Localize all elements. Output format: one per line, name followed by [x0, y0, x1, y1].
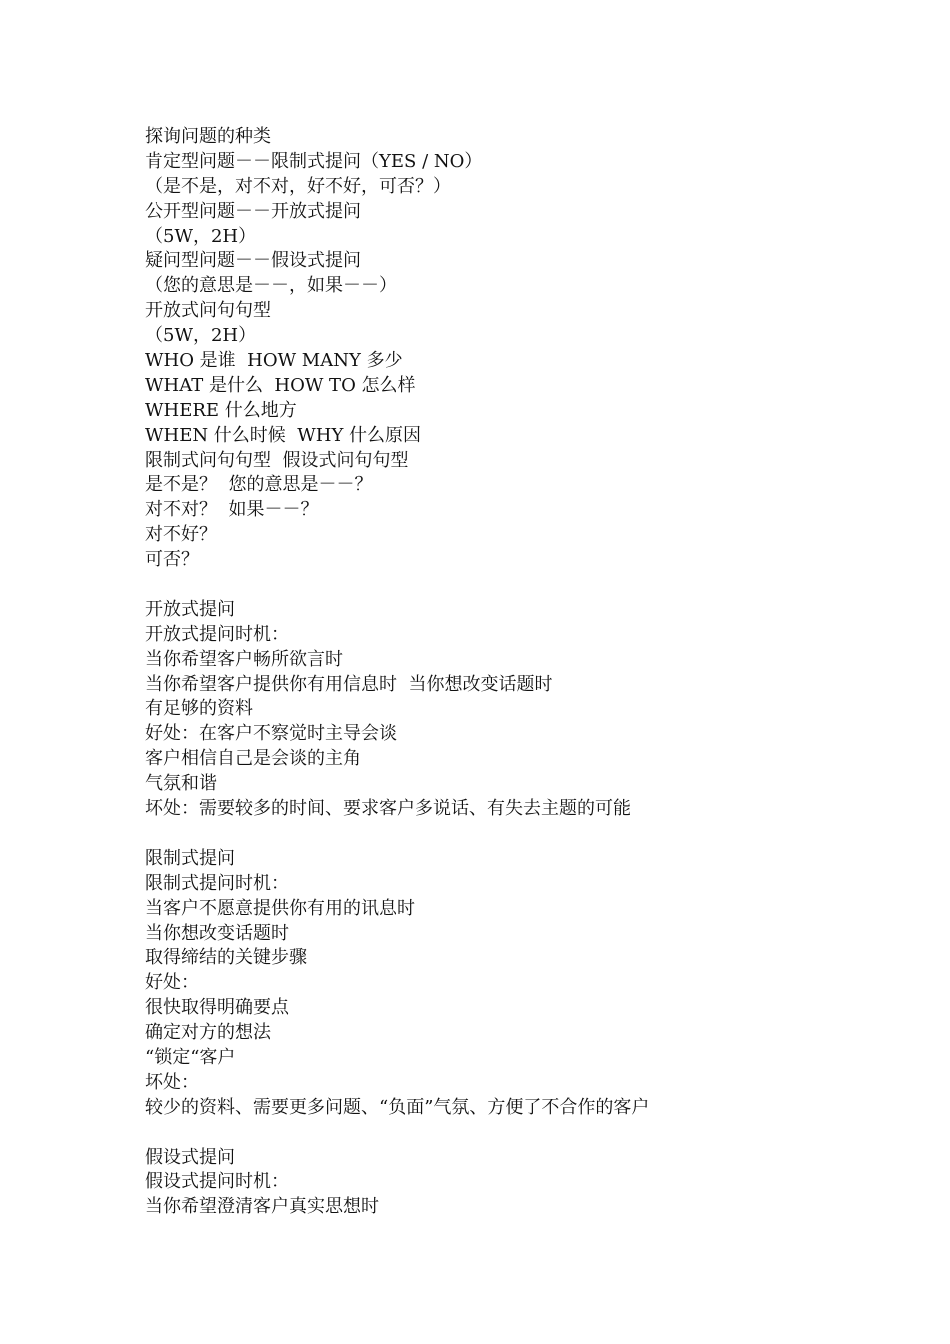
text-line: WHERE 什么地方 — [145, 399, 297, 421]
text-line: 有足够的资料 — [145, 698, 253, 720]
text-line: 可否？ — [145, 549, 199, 571]
text-line: 取得缔结的关键步骤 — [145, 947, 307, 969]
text-line: （是不是，对不对，好不好，可否？） — [145, 175, 451, 197]
text-line: WHO 是谁 HOW MANY 多少 — [145, 350, 403, 372]
section-question-types — [145, 125, 905, 573]
text-line: 当你希望客户提供你有用信息时 当你想改变话题时 — [145, 673, 553, 695]
text-line: 开放式提问时机： — [145, 623, 289, 645]
section-title: 限制式提问 — [145, 847, 235, 869]
blank-line — [145, 822, 905, 847]
document-page — [145, 125, 905, 1220]
text-line: 当你希望澄清客户真实思想时 — [145, 1196, 379, 1218]
text-line: 限制式提问时机： — [145, 872, 289, 894]
section-title: 开放式提问 — [145, 598, 235, 620]
section-title: 探询问题的种类 — [145, 126, 271, 147]
text-line: WHAT 是什么 HOW TO 怎么样 — [145, 374, 416, 396]
text-line: 当你想改变话题时 — [145, 922, 289, 944]
section-closed-questions — [145, 847, 905, 1121]
text-line: 客户相信自己是会谈的主角 — [145, 748, 361, 770]
blank-line — [145, 573, 905, 598]
text-line: 公开型问题－－开放式提问 — [145, 200, 361, 222]
text-line: 确定对方的想法 — [145, 1022, 271, 1044]
text-line: （您的意思是－－，如果－－） — [145, 275, 397, 297]
text-line: （5W，2H） — [145, 225, 257, 247]
text-line: 坏处：需要较多的时间、要求客户多说话、有失去主题的可能 — [145, 798, 631, 820]
text-line: 限制式问句句型 假设式问句句型 — [145, 449, 409, 471]
text-line: 很快取得明确要点 — [145, 997, 289, 1019]
text-line: 对不好？ — [145, 524, 217, 546]
blank-line — [145, 1121, 905, 1146]
text-line: 是不是？ 您的意思是－－？ — [145, 474, 373, 496]
text-line: 假设式提问时机： — [145, 1171, 289, 1193]
text-line: 较少的资料、需要更多问题、“负面”气氛、方便了不合作的客户 — [145, 1096, 650, 1118]
text-line: “锁定“客户 — [145, 1046, 236, 1068]
text-line: 好处：在客户不察觉时主导会谈 — [145, 723, 397, 745]
text-line: （5W，2H） — [145, 325, 257, 347]
section-open-questions — [145, 598, 905, 822]
text-line: 当客户不愿意提供你有用的讯息时 — [145, 897, 415, 919]
text-line: 开放式问句句型 — [145, 300, 271, 322]
text-line: 气氛和谐 — [145, 773, 217, 795]
text-line: WHEN 什么时候 WHY 什么原因 — [145, 424, 422, 446]
text-line: 肯定型问题－－限制式提问（YES / NO） — [145, 150, 483, 172]
section-hypothetical-questions — [145, 1146, 905, 1221]
text-line: 对不对？ 如果－－？ — [145, 499, 319, 521]
section-title: 假设式提问 — [145, 1146, 235, 1168]
text-line: 坏处： — [145, 1071, 199, 1093]
text-line: 疑问型问题－－假设式提问 — [145, 250, 361, 272]
text-line: 当你希望客户畅所欲言时 — [145, 648, 343, 670]
text-line: 好处： — [145, 972, 199, 994]
